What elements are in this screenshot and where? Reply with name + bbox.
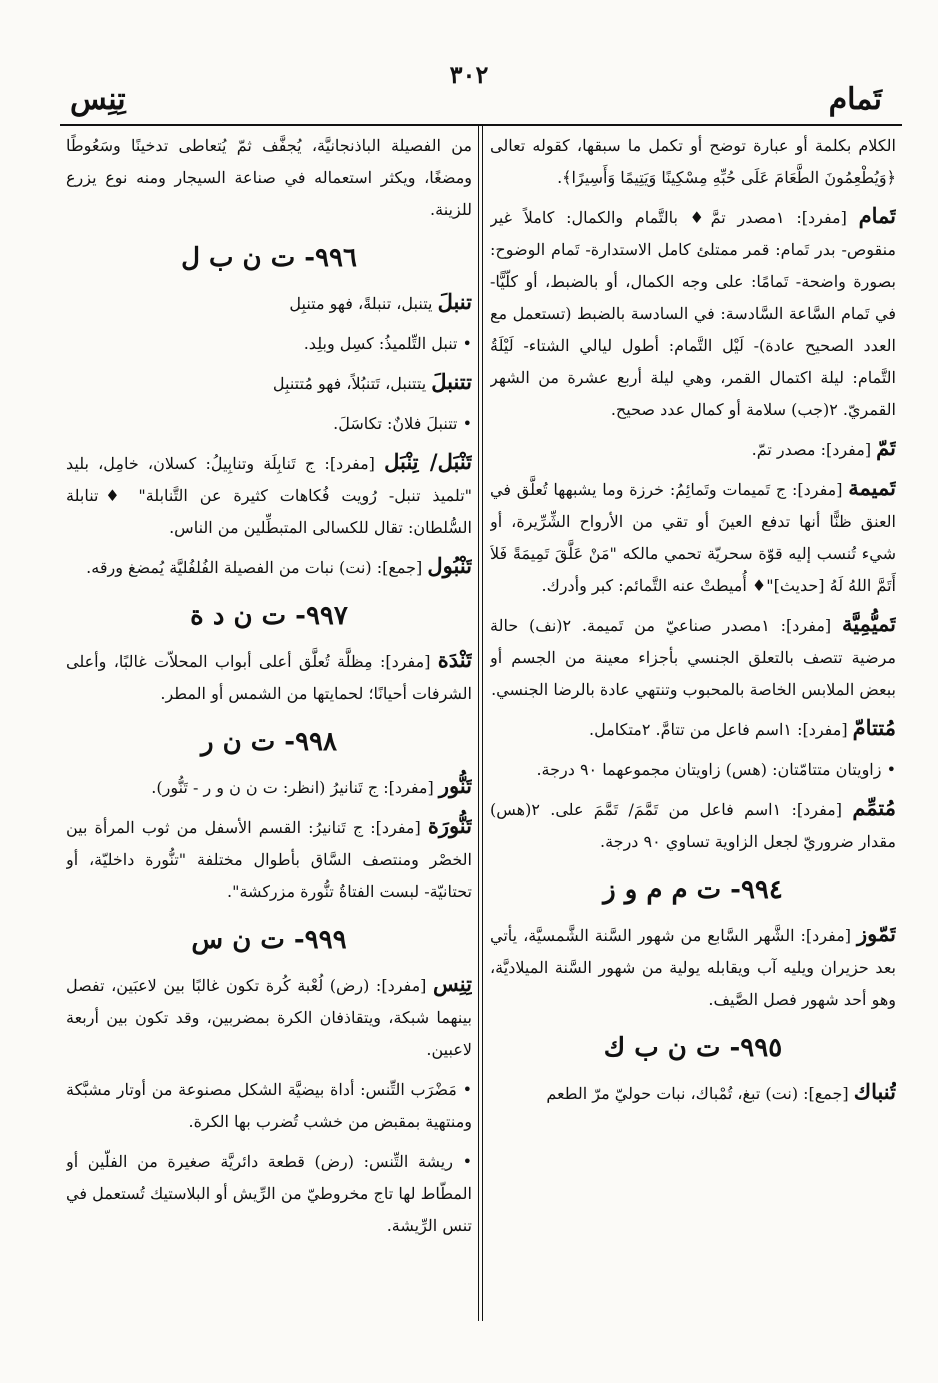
headword: تَنْبَل/ تِنْبَل: [384, 449, 472, 474]
headword: تَنُّور: [438, 773, 472, 798]
definition: • مَضْرَب التِّنس: أداة بيضيَّة الشكل مصنوعة من أوتار مشبَّكة ومنتهية بمقبض من خشب تُضرب بها الكرة.: [66, 1080, 472, 1131]
headword: تَمام: [858, 203, 896, 228]
headword: تَنْبُول: [427, 553, 472, 578]
headword: تَميُّمِيَّة: [841, 611, 896, 636]
column-divider: [478, 126, 479, 1321]
definition: [مفرد]: مِظلَّة تُعلَّق أعلى أبواب المحلاّت غالبًا، وأعلى الشرفات أحيانًا؛ لحمايتها من الشمس أو المطر.: [66, 652, 472, 703]
headword: تِنِس: [433, 971, 472, 996]
definition: [مفرد]: ١مصدر صناعيّ من تَميمة. ٢(نف) حالة مرضية تتصف بالتعلق الجنسي بأجزاء معينة من الجسم أو ببعض الملابس الخاصة بالمحبوب وتنتهي عادة بالرضا الجنسي.: [490, 616, 896, 699]
dictionary-entry: [66, 644, 472, 710]
definition: [مفرد]: ج تَميمات وتَمائِمُ: خرزة وما يشبهها تُعلَّق في العنق ظنًّا أنها تدفع العينَ أو تقي من الأرواح الشِّرِّيرة، أو شيء تُنسب إليه قوّة سحريّة تحمي مالكه "مَنْ عَلَّقَ تَمِيمَةً فَلاَ أَتَمَّ اللهُ لَهُ [حديث]"♦ أُميطتْ عنه التَّمائم: كبر وأدرك.: [490, 480, 896, 595]
definition: [مفرد]: الشَّهر السَّابع من شهور السَّنة الشَّمسيَّة، يأتي بعد حزيران ويليه آب ويقابله يولية من شهور السَّنة الميلاديَّة، وهو أحد شهور فصل الصَّيف.: [490, 926, 896, 1009]
headword: مُتمِّم: [852, 795, 896, 820]
definition: • تنبل التِّلميذُ: كسِل وبلِد.: [303, 334, 472, 353]
dictionary-subentry: [66, 406, 472, 440]
definition: [مفرد]: ج تَنانيرُ (انظر: ت ن ن و ر - تَنُّور).: [151, 778, 439, 797]
dictionary-subentry: [66, 326, 472, 360]
definition: [جمع]: (نت) نبات من الفصيلة الفُلفُليَّة يُمضغ ورقه.: [86, 558, 428, 577]
root-section-title: ٩٩٨- ت ن ر: [201, 727, 337, 757]
definition: [مفرد]: ج تَنانيرُ: القسم الأسفل من ثوب المرأة بين الخصْر ومنتصف السَّاق بأطوال مختلفة "تنُّورة داخليّة، أو تحتانيّة- لبست الفتاةُ تنُّورة مزركشة".: [66, 818, 472, 901]
dictionary-subentry: [66, 1072, 472, 1138]
dictionary-entry: [66, 286, 472, 320]
right-column: [490, 130, 896, 1350]
dictionary-entry: [490, 792, 896, 858]
dictionary-entry: [490, 432, 896, 466]
headword: تَنُّورَة: [427, 813, 472, 838]
definition: [جمع]: (نت) تبغ، تُمْباك، نبات حوليّ مرّ الطعم: [546, 1084, 854, 1103]
left-column: [66, 130, 472, 1350]
dictionary-entry: [66, 366, 472, 400]
dictionary-entry: [490, 1076, 896, 1110]
definition: [مفرد]: ج تَنابِلَة وتنابِيلُ: كسلان، خامِل، بليد "تلميذ تنبل- رُويت فُكاهات كثيرة عن التَّنابلة" ♦تنابلة السُّلطان: تقال للكسالى المتبطِّلين من الناس.: [66, 454, 472, 537]
dictionary-entry: [490, 712, 896, 746]
dictionary-entry: [490, 200, 896, 426]
definition: [مفرد]: مصدر تمّ.: [751, 440, 877, 459]
root-section-title: ٩٩٤- ت م م و ز: [603, 875, 783, 905]
dictionary-entry: [66, 968, 472, 1066]
dictionary-subentry: [66, 1144, 472, 1242]
dictionary-entry: [490, 472, 896, 602]
dictionary-entry: [66, 446, 472, 544]
continuation-text: من الفصيلة الباذنجانيَّة، يُجفَّف ثمّ يُتعاطى تدخينًا وسَعُوطًا ومضغًا، ويكثر استعماله في صناعة السيجار ومنه نوع يزرع للزينة.: [66, 136, 472, 219]
dictionary-entry: [66, 550, 472, 584]
page-number: ٣٠٢: [449, 60, 489, 89]
definition: • زاويتان متتامّتان: (هس) زاويتان مجموعهما ٩٠ درجة.: [536, 760, 896, 779]
headword: تَنْدَة: [437, 647, 472, 672]
dictionary-subentry: [490, 752, 896, 786]
definition: يتنبل، تنبلةً، فهو متنبِل: [289, 294, 438, 313]
column-divider: [482, 126, 483, 1321]
headword: تتنبلَ: [431, 369, 472, 394]
dictionary-entry: [490, 608, 896, 706]
root-section-title: ٩٩٩- ت ن س: [191, 925, 347, 955]
headword: تَمّوز: [857, 921, 896, 946]
definition: • ريشة التِّنس: (رض) قطعة دائريَّة صغيرة من الفلّين أو المطّاط لها تاج مخروطيّ من الرِّيش أو البلاستيك تُستعمل في تنس الرِّيشة.: [66, 1152, 472, 1235]
definition: يتتنبل، تَتنبُلاً، فهو مُتتنبِل: [272, 374, 432, 393]
root-section-title: ٩٩٥- ت ن ب ك: [603, 1033, 783, 1063]
definition: [مفرد]: (رض) لُعْبة كُرة تكون غالبًا بين لاعبَين، تفصل بينهما شبكة، ويتقاذفان الكرة بمضربين، وقد تكون بين أربعة لاعبين.: [66, 976, 472, 1059]
headword: تنبلَ: [437, 289, 472, 314]
continuation-text: الكلام بكلمة أو عبارة توضح أو تكمل ما سبقها، كقوله تعالى ﴿وَيُطْعِمُونَ الطَّعَامَ عَلَى حُبِّهِ مِسْكِينًا وَيَتِيمًا وَأَسِيرًا﴾.: [490, 136, 896, 187]
headword: تُنباك: [853, 1079, 896, 1104]
dictionary-entry: [66, 810, 472, 908]
headword: تَميمة: [848, 475, 896, 500]
definition: [مفرد]: ١اسم فاعل من تَمَّمَ/ تَمَّمَ على. ٢(هس) مقدار ضروريّ لجعل الزاوية تساوي ٩٠ درجة.: [490, 800, 896, 851]
dictionary-entry: [66, 770, 472, 804]
definition: • تتنبلَ فلانٌ: تكاسَلَ.: [333, 414, 472, 433]
root-section-title: ٩٩٦- ت ن ب ل: [181, 243, 357, 273]
running-head-left: تِنِس: [70, 82, 126, 117]
running-head-right: تَمام: [828, 82, 882, 117]
headword: مُتتامّ: [852, 715, 896, 740]
dictionary-entry: [490, 918, 896, 1016]
headword: تَمّ: [876, 435, 896, 460]
root-section-title: ٩٩٧- ت ن د ة: [190, 601, 348, 631]
header-rule: [60, 124, 902, 126]
definition: [مفرد]: ١اسم فاعل من تتامَّ. ٢متكامل.: [588, 720, 853, 739]
definition: [مفرد]: ١مصدر تمَّ♦ بالتَّمام والكمال: كاملاً غير منقوص- بدر تَمام: قمر ممتلئ كامل الاستدارة- تَمام الوضوح: بصورة واضحة- تَمامًا: على وجه الكمال، أو بالضبط، أو كلّيًّا- في تَمام السَّاعة السَّادسة: في السادسة بالضبط (تستعمل مع العدد الصحيح عادة)- لَيْل التَّمام: أطول ليالي الشتاء- لَيْلَةُ التَّمام: ليلة اكتمال القمر، وهي ليلة أربع عشرة من الشهر القمريّ. ٢(جب) سلامة أو كمال عدد صحيح.: [490, 208, 896, 419]
